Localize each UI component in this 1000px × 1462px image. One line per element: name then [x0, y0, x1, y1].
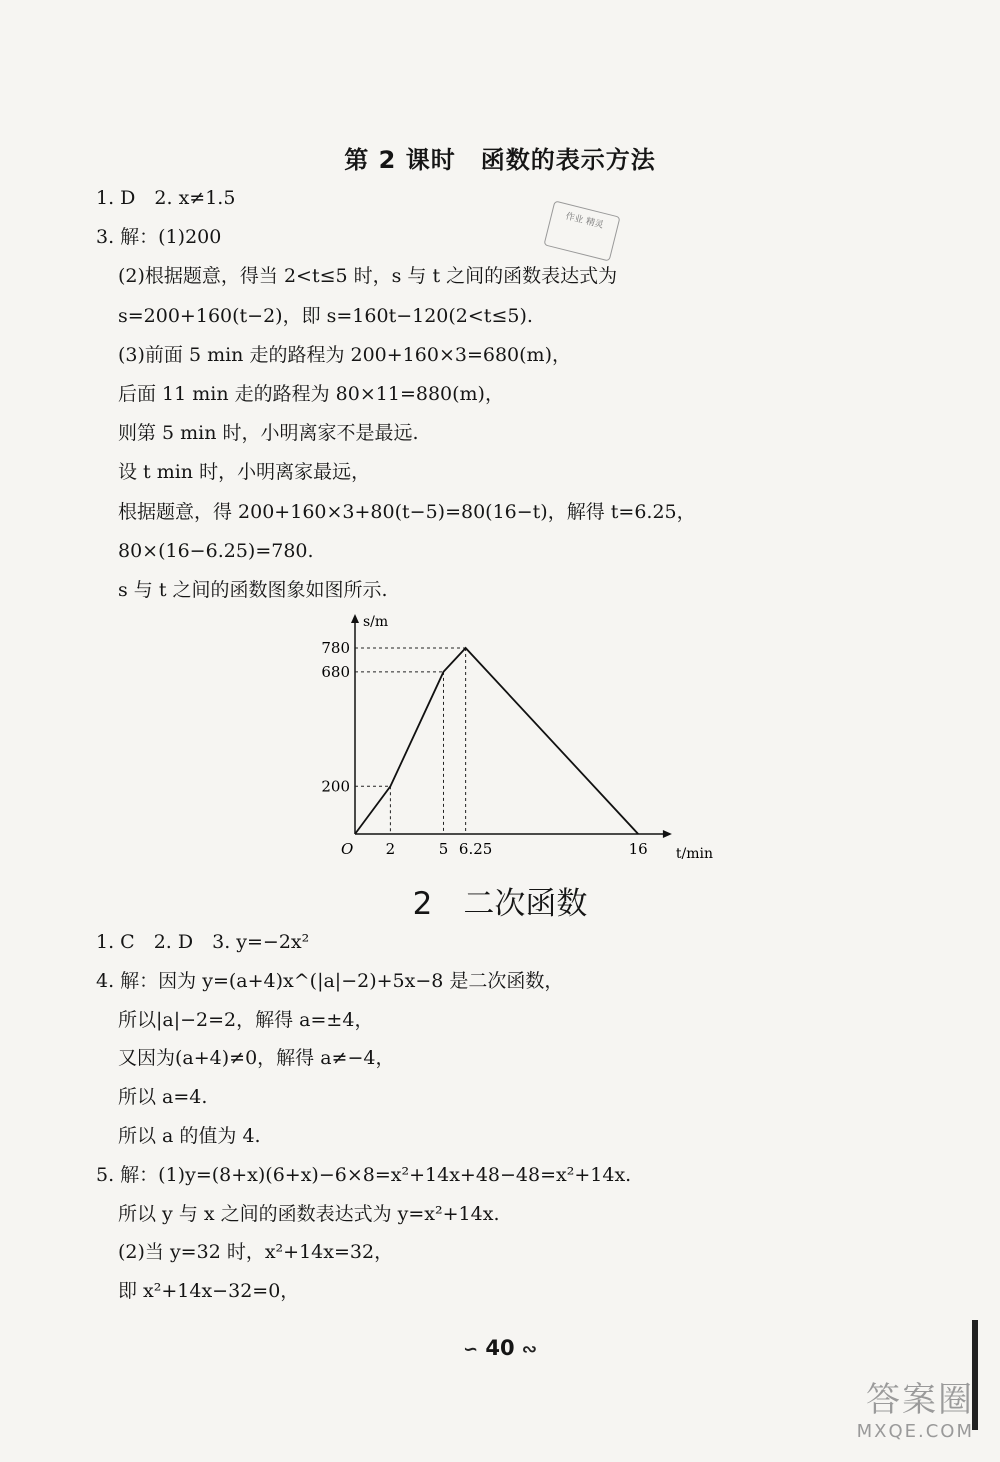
answer-line: s 与 t 之间的函数图象如图所示. — [118, 579, 388, 601]
answer-line: 又因为(a+4)≠0，解得 a≠−4， — [118, 1047, 395, 1070]
answer-line: 5. 解：(1)y=(8+x)(6+x)−6×8=x²+14x+48−48=x²+14x. — [96, 1163, 632, 1186]
x-tick-label: 5 — [438, 840, 449, 858]
answer-line: 3. 解：(1)200 — [96, 226, 222, 249]
answer-line: 根据题意，得 200+160×3+80(t−5)=80(16−t)，解得 t=6.25， — [118, 500, 696, 523]
section-title: 2 二次函数 — [412, 886, 588, 922]
answer-line: 设 t min 时，小明离家最远， — [118, 461, 371, 484]
answer-line: 则第 5 min 时，小明离家不是最远. — [118, 422, 419, 445]
answer-line: 所以|a|−2=2，解得 a=±4， — [118, 1008, 374, 1031]
watermark-logo: 答案圈 MXQE.COM — [856, 1380, 974, 1442]
answer-line: 4. 解：因为 y=(a+4)x^(|a|−2)+5x−8 是二次函数， — [96, 969, 564, 992]
x-axis-label: t/min — [675, 846, 714, 862]
stamp-logo: 作业 精灵 — [543, 200, 620, 261]
function-graph — [300, 612, 714, 872]
x-tick-label: 16 — [628, 840, 648, 858]
answer-line: 所以 a=4. — [118, 1086, 208, 1109]
answer-line: 后面 11 min 走的路程为 80×11=880(m)， — [118, 383, 504, 405]
left-swirl-icon: ∽ — [462, 1339, 479, 1360]
y-axis-label: s/m — [363, 614, 389, 630]
answer-line: (2)当 y=32 时，x²+14x=32， — [118, 1241, 394, 1264]
y-tick-label: 200 — [321, 777, 350, 796]
x-tick-label: 2 — [385, 840, 396, 858]
x-axis-arrow — [663, 830, 672, 838]
answer-line: 所以 y 与 x 之间的函数表达式为 y=x²+14x. — [118, 1202, 500, 1225]
answer-line: 所以 a 的值为 4. — [118, 1125, 261, 1147]
answer-line: (3)前面 5 min 走的路程为 200+160×3=680(m)， — [118, 343, 571, 366]
x-tick-label: 6.25 — [458, 840, 493, 858]
answer-line: 1. D 2. x≠1.5 — [96, 187, 236, 209]
y-tick-label: 680 — [321, 662, 350, 681]
page-number: ∽ 40 ∾ — [462, 1336, 538, 1360]
y-tick-label: 780 — [321, 638, 350, 657]
right-swirl-icon: ∾ — [521, 1339, 538, 1360]
answer-line: 80×(16−6.25)=780. — [118, 539, 314, 562]
answer-line: 1. C 2. D 3. y=−2x² — [96, 931, 310, 953]
answer-line: 即 x²+14x−32=0， — [118, 1280, 300, 1303]
answer-line: (2)根据题意，得当 2<t≤5 时，s 与 t 之间的函数表达式为 — [118, 265, 618, 288]
series-line — [355, 648, 638, 834]
answer-line: s=200+160(t−2)，即 s=160t−120(2<t≤5). — [118, 304, 533, 327]
lesson-title: 第 2 课时 函数的表示方法 — [344, 146, 656, 174]
y-axis-arrow — [351, 614, 359, 623]
origin-label: O — [341, 840, 354, 858]
